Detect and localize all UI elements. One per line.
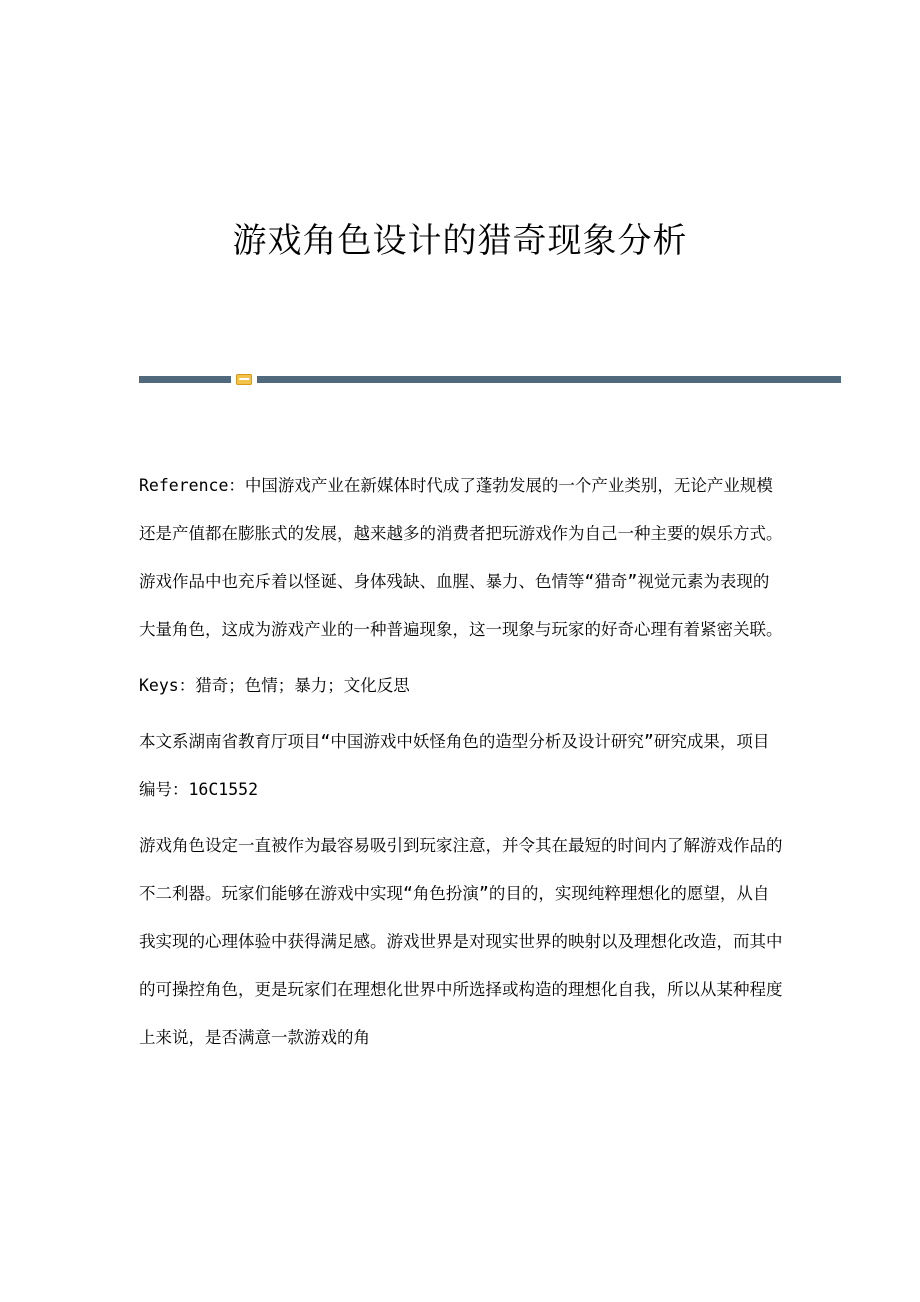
divider-bar-right [257,376,841,383]
divider-bar-left [139,376,231,383]
document-body [139,462,784,1062]
divider-ornament-icon [236,374,252,385]
funding-paragraph: 本文系湖南省教育厅项目“中国游戏中妖怪角色的造型分析及设计研究”研究成果，项目编号：16C1552 [139,732,770,799]
reference-paragraph: Reference：中国游戏产业在新媒体时代成了蓬勃发展的一个产业类别，无论产业规模还是产值都在膨胀式的发展，越来越多的消费者把玩游戏作为自己一种主要的娱乐方式。游戏作品中也充斥着以怪诞、身体残缺、血腥、暴力、色情等“猎奇”视觉元素为表现的大量角色，这成为游戏产业的一种普遍现象，这一现象与玩家的好奇心理有着紧密关联。 [139,476,783,639]
title-divider [139,374,841,386]
page-title: 游戏角色设计的猎奇现象分析 [232,221,688,261]
keywords-paragraph: Keys：猎奇；色情；暴力；文化反思 [139,676,410,695]
body-paragraph: 游戏角色设定一直被作为最容易吸引到玩家注意，并令其在最短的时间内了解游戏作品的不二利器。玩家们能够在游戏中实现“角色扮演”的目的，实现纯粹理想化的愿望，从自我实现的心理体验中获得满足感。游戏世界是对现实世界的映射以及理想化改造，而其中的可操控角色，更是玩家们在理想化世界中所选择或构造的理想化自我，所以从某种程度上来说，是否满意一款游戏的角 [139,836,783,1047]
